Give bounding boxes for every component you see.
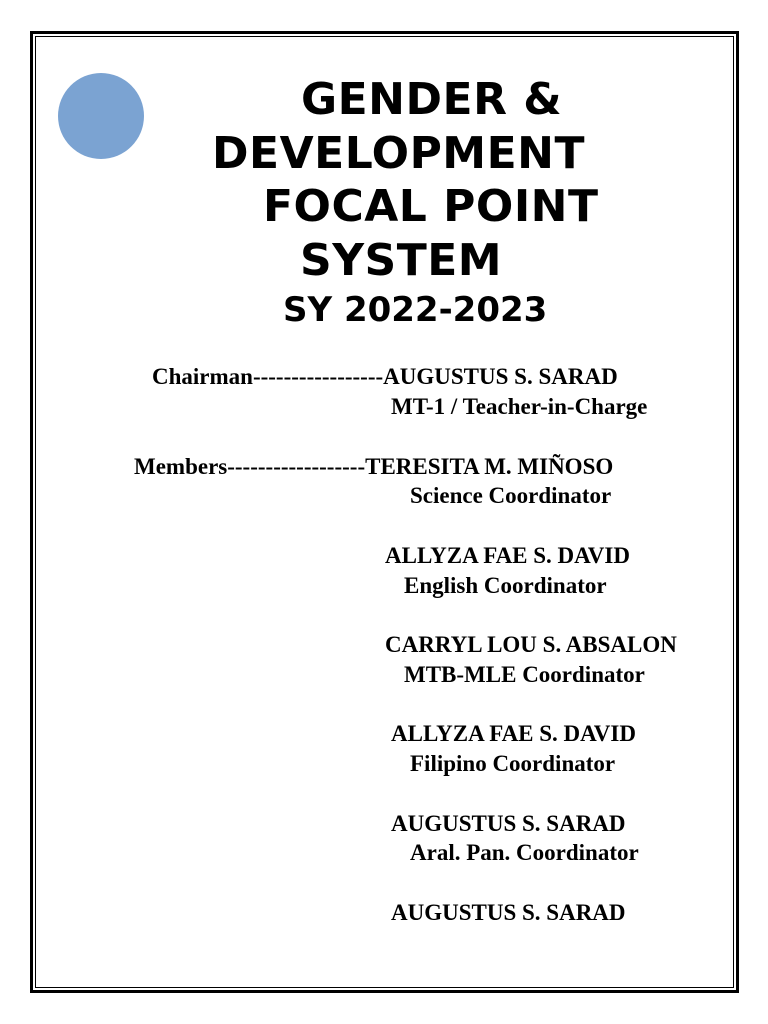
title-line-2: DEVELOPMENT (212, 128, 585, 179)
chairman-role: MT-1 / Teacher-in-Charge (391, 394, 648, 419)
member-role-english: English Coordinator (404, 573, 607, 598)
school-year: SY 2022-2023 (283, 290, 548, 330)
member-name-mtb: CARRYL LOU S. ABSALON (385, 632, 677, 657)
member-role-filipino: Filipino Coordinator (410, 751, 616, 776)
title-line-1: GENDER & (301, 74, 563, 125)
title-line-4: SYSTEM (300, 235, 503, 286)
chairman-line: Chairman-----------------AUGUSTUS S. SARAD (152, 364, 618, 389)
member-name-aralpan: AUGUSTUS S. SARAD (391, 811, 626, 836)
member-name-filipino: ALLYZA FAE S. DAVID (391, 721, 636, 746)
title-line-3: FOCAL POINT (263, 181, 599, 232)
member-role-science: Science Coordinator (410, 483, 612, 508)
members-line: Members------------------TERESITA M. MIÑOSO (134, 454, 614, 479)
member-role-aralpan: Aral. Pan. Coordinator (410, 840, 639, 865)
member-name-last: AUGUSTUS S. SARAD (391, 900, 626, 925)
blue-circle-decoration (58, 73, 144, 159)
member-role-mtb: MTB-MLE Coordinator (404, 662, 645, 687)
member-name-english: ALLYZA FAE S. DAVID (385, 543, 630, 568)
